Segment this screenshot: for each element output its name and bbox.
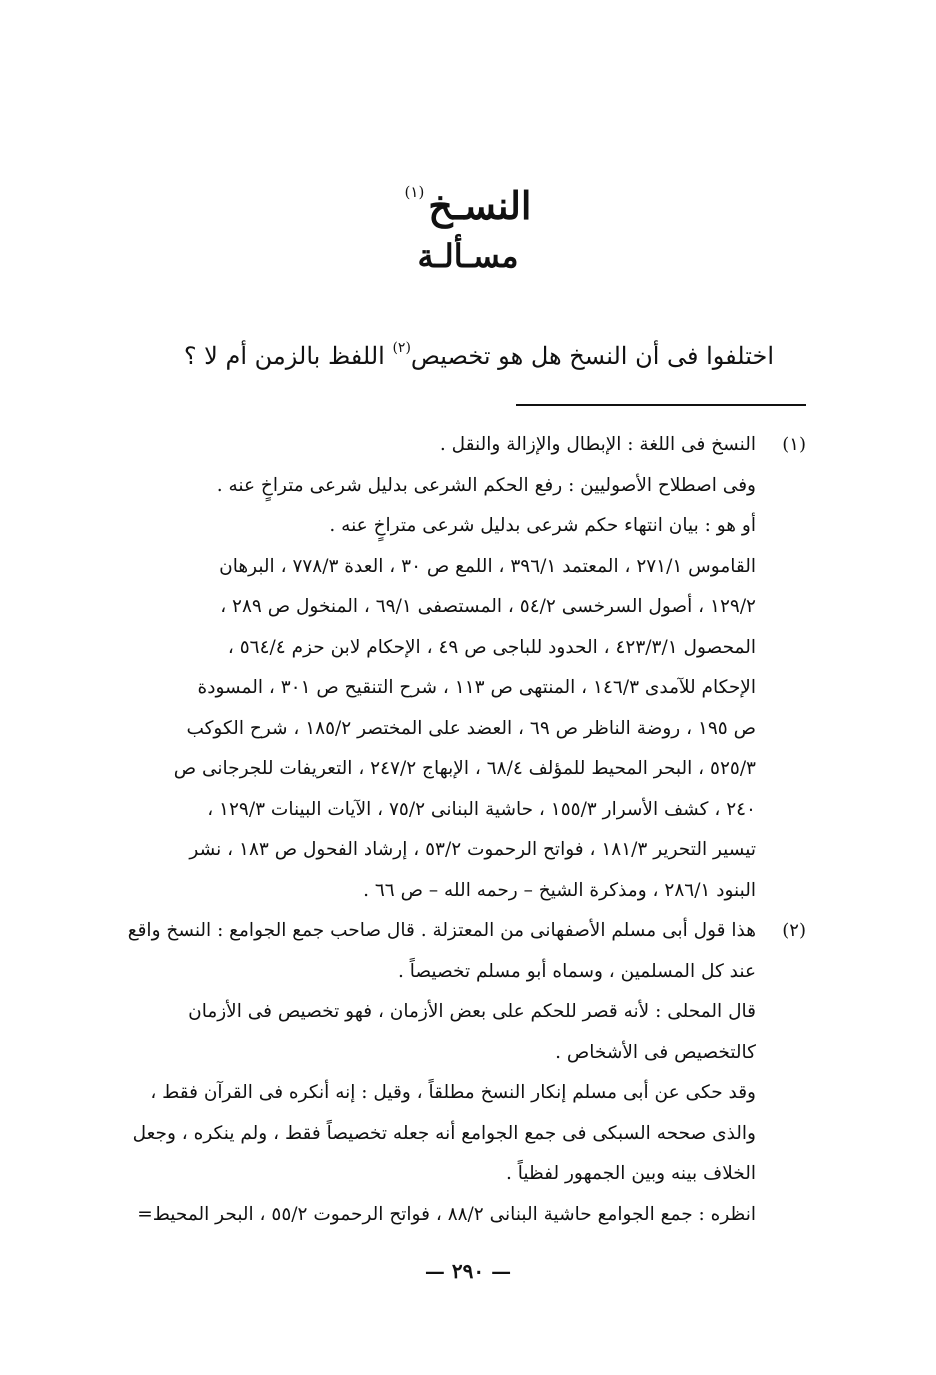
footnote-line: كالتخصيص فى الأشخاص . <box>555 1041 756 1063</box>
footnote-line: عند كل المسلمين ، وسماه أبو مسلم تخصيصاً . <box>397 960 756 982</box>
footnote-line: الخلاف بينه وبين الجمهور لفظياً . <box>505 1163 756 1184</box>
footnote-line: النسخ فى اللغة : الإبطال والإزالة والنقل . <box>439 434 756 455</box>
footnote-line: ١٢٩/٢ ، أصول السرخسى ٥٤/٢ ، المستصفى ٦٩/١ ، المنخول ص ٢٨٩ ، <box>220 596 756 617</box>
title-footnote-ref: (١) <box>404 183 425 201</box>
footnote-line: تيسير التحرير ١٨١/٣ ، فواتح الرحموت ٥٣/٢ ، إرشاد الفحول ص ١٨٣ ، نشر <box>189 839 756 860</box>
question-paragraph <box>154 330 774 374</box>
page-number: — ٢٩٠ — <box>424 1259 512 1283</box>
footnote-line: وقد حكى عن أبى مسلم إنكار النسخ مطلقاً ، وقيل : إنه أنكره فى القرآن فقط ، <box>150 1082 756 1103</box>
footnote-line: أو هو : بيان انتهاء حكم شرعى بدليل شرعى متراخٍ عنه . <box>329 515 756 536</box>
footnote-separator <box>516 404 806 406</box>
chapter-title-text: النسـخ <box>428 183 532 228</box>
footnote-number: (١) <box>782 434 806 455</box>
footnote-line: المحصول ٤٢٣/٣/١ ، الحدود للباجى ص ٤٩ ، الإحكام لابن حزم ٥٦٤/٤ ، <box>227 636 756 658</box>
footnote-body <box>108 425 756 911</box>
footnote-line: القاموس ٢٧١/١ ، المعتمد ٣٩٦/١ ، اللمع ص ٣٠ ، العدة ٧٧٨/٣ ، البرهان <box>219 555 756 577</box>
footnote-body <box>108 911 756 1235</box>
question-footnote-ref: (٢) <box>392 340 411 356</box>
footnote-line: هذا قول أبى مسلم الأصفهانى من المعتزلة . قال صاحب جمع الجوامع : النسخ واقع <box>127 920 756 941</box>
question-text-after: اللفظ بالزمن أم لا ؟ <box>183 342 393 370</box>
footnote-line: والذى صححه السبكى فى جمع الجوامع أنه جعله تخصيصاً فقط ، ولم ينكره ، وجعل <box>132 1122 756 1144</box>
footnote-line: ٢٤٠ ، كشف الأسرار ١٥٥/٣ ، حاشية البنانى ٧٥/٢ ، الآيات البينات ١٢٩/٣ ، <box>207 798 756 820</box>
question-text-before: اختلفوا فى أن النسخ هل هو تخصيص <box>410 342 774 370</box>
footnote-line: انظره : جمع الجوامع حاشية البنانى ٨٨/٢ ، فواتح الرحموت ٥٥/٢ ، البحر المحيط= <box>137 1203 756 1225</box>
footnote-number: (٢) <box>782 920 806 941</box>
footnote-2 <box>108 911 808 1235</box>
footnote-line: الإحكام للآمدى ١٤٦/٣ ، المنتهى ص ١١٣ ، شرح التنقيح ص ٣٠١ ، المسودة <box>197 677 756 698</box>
chapter-title <box>0 168 936 230</box>
footnote-line: ص ١٩٥ ، روضة الناظر ص ٦٩ ، العضد على المختصر ١٨٥/٢ ، شرح الكوكب <box>186 717 756 739</box>
footnote-line: البنود ٢٨٦/١ ، ومذكرة الشيخ – رحمه الله – ص ٦٦ . <box>363 879 756 901</box>
footnote-1 <box>108 425 808 911</box>
footnote-line: ٥٢٥/٣ ، البحر المحيط للمؤلف ٦٨/٤ ، الإبهاج ٢٤٧/٢ ، التعريفات للجرجانى ص <box>173 758 756 779</box>
footnote-line: وفى اصطلاح الأصوليين : رفع الحكم الشرعى بدليل شرعى متراخٍ عنه . <box>216 474 756 496</box>
footnote-line: قال المحلى : لأنه قصر للحكم على بعض الأزمان ، فهو تخصيص فى الأزمان <box>188 1001 756 1022</box>
section-subtitle: مسـألـة <box>417 237 519 275</box>
footnotes <box>108 425 808 1235</box>
